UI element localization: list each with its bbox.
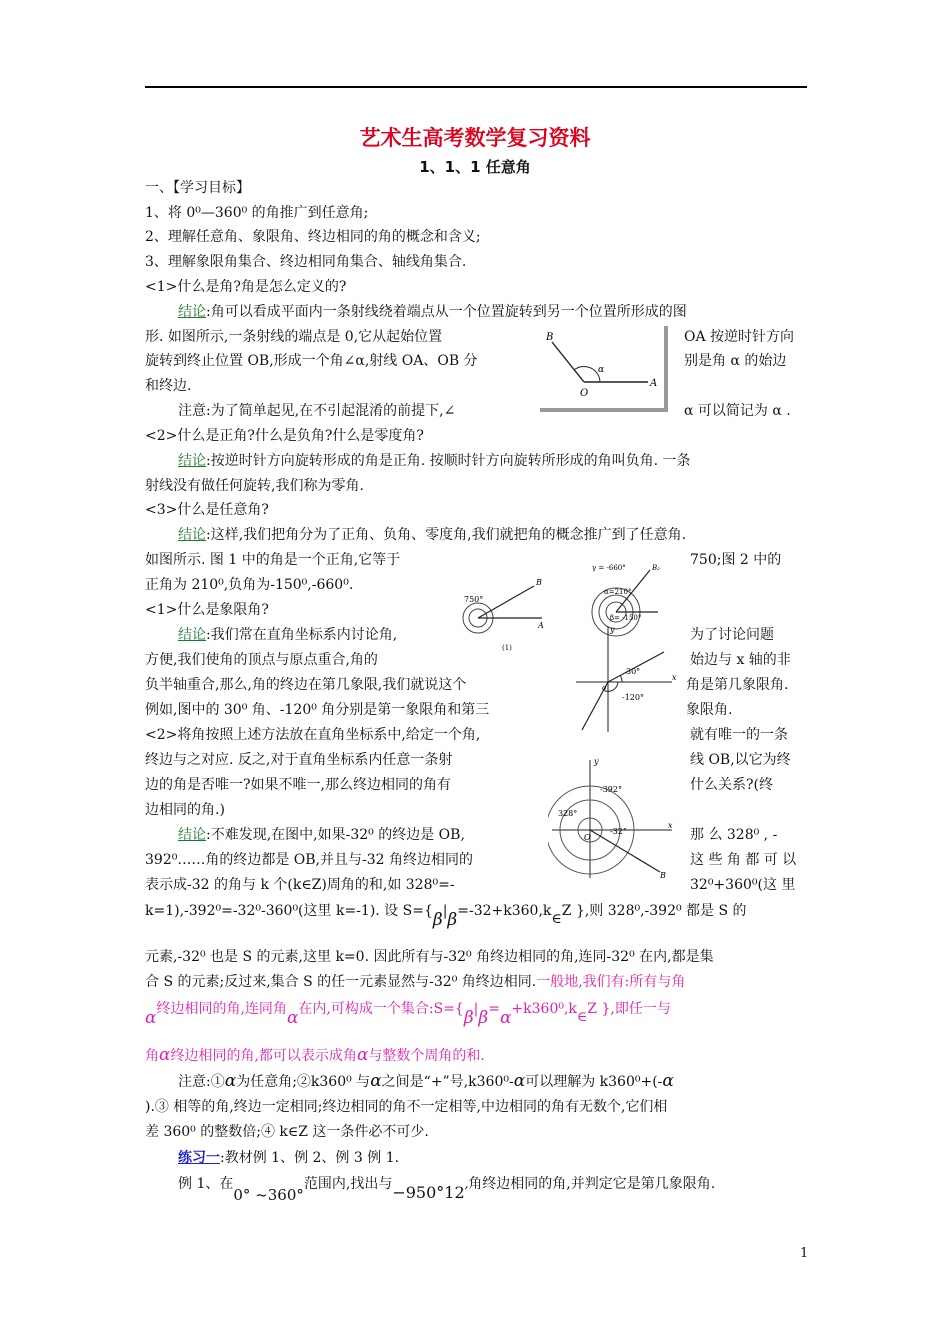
text: 角 — [145, 1048, 159, 1064]
text: 那 么 328⁰ , - — [690, 827, 778, 843]
text: 负半轴重合,那么,角的终边在第几象限,我们就说这个 — [145, 677, 467, 693]
conclusion-label: 结论 — [178, 627, 206, 643]
text: 750;图 2 中的 — [690, 552, 782, 568]
text: :不难发现,在图中,如果-32⁰ 的终边是 OB, — [206, 827, 465, 843]
label-328: 328° — [558, 809, 578, 818]
text: 之间是“+”号,k360⁰- — [381, 1074, 514, 1090]
text: 始边与 x 轴的非 — [690, 652, 791, 668]
text: ).③ 相等的角,终边一定相同;终边相同的角不一定相等,中边相同的角有无数个,它们相 — [145, 1099, 668, 1115]
practice-line — [178, 1148, 399, 1168]
alpha-symbol: α — [356, 1045, 369, 1065]
label-minus-392: -392° — [600, 785, 622, 794]
label-750: 750° — [464, 595, 484, 604]
label-minus-32: -32° — [610, 827, 627, 836]
text: 例如,图中的 30⁰ 角、-120⁰ 角分别是第一象限角和第三 — [145, 702, 490, 718]
label-A: A — [650, 378, 658, 389]
text: 可以理解为 k360⁰+(- — [525, 1074, 663, 1090]
label-beta-150: β= -150° — [610, 614, 642, 622]
text: 范围内,找出与 — [303, 1176, 393, 1192]
alpha-symbol: α — [145, 1008, 157, 1028]
axis-y: y — [610, 625, 615, 634]
text: 就有唯一的一条 — [690, 727, 788, 743]
text: :我们常在直角坐标系内讨论角, — [206, 627, 398, 643]
page-title: 艺术生高考数学复习资料 — [359, 126, 591, 150]
text: 元素,-32⁰ 也是 S 的元素,这里 k=0. 因此所有与-32⁰ 角终边相同的角,连同-32⁰ 在内,都是集 — [145, 949, 714, 965]
text: 例 1、在 — [178, 1176, 234, 1192]
label-alpha-210: α=210° — [604, 588, 632, 596]
conclusion-label: 结论 — [178, 453, 206, 469]
highlight-text: 一般地,我们有:所有与角 — [536, 974, 686, 990]
text: :角可以看成平面内一条射线绕着端点从一个位置旋转到另一个位置所形成的图 — [206, 304, 687, 320]
practice-label: 练习一 — [178, 1150, 220, 1166]
text: 角终边相同的角,并判定它是第几象限角. — [468, 1176, 716, 1192]
origin-label: O — [584, 833, 591, 842]
text: 线 OB,以它为终 — [690, 752, 791, 768]
conclusion-label: 结论 — [178, 827, 206, 843]
paragraph — [178, 451, 691, 471]
text: :教材例 1、例 2、例 3 例 1. — [220, 1150, 400, 1166]
text: k=1),-392⁰=-32⁰-360⁰(这里 k=-1). 设 S={ — [145, 903, 433, 919]
label-B: B — [536, 578, 542, 587]
label-B2: B₂ — [652, 564, 660, 572]
text: <2>将角按照上述方法放在直角坐标系中,给定一个角, — [145, 727, 481, 743]
label-B: B — [546, 332, 554, 343]
goals-header: 一、【学习目标】 — [145, 180, 250, 196]
text: 差 360⁰ 的整数倍;④ k∈Z 这一条件必不可少. — [145, 1124, 429, 1140]
text: 象限角. — [686, 702, 733, 718]
conclusion-label: 结论 — [178, 527, 206, 543]
label-minus-120: -120° — [622, 693, 644, 702]
text: 这 些 角 都 可 以 — [690, 852, 797, 868]
highlight-line — [145, 1045, 485, 1066]
text: = — [488, 1001, 500, 1017]
paragraph — [145, 972, 685, 992]
origin-label: o — [602, 684, 607, 692]
goal-item: 1、将 0⁰—360⁰ 的角推广到任意角; — [145, 205, 369, 221]
note-line — [178, 1071, 674, 1092]
text: 别是角 α 的始边 — [684, 353, 787, 369]
text: :按逆时针方向旋转形成的角是正角. 按顺时针方向旋转所形成的角叫负角. 一条 — [206, 453, 691, 469]
text: 注意:① — [178, 1074, 225, 1090]
text: 如图所示. 图 1 中的角是一个正角,它等于 — [145, 552, 401, 568]
text: 392⁰……角的终边都是 OB,并且与-32 角终边相同的 — [145, 852, 473, 868]
figure-angle-definition — [540, 326, 670, 414]
text: ∈ — [551, 911, 562, 927]
axis-x: x — [672, 673, 677, 682]
alpha-symbol: α — [513, 1071, 526, 1091]
text: 方便,我们使角的顶点与原点重合,角的 — [145, 652, 378, 668]
text: 终边相同的角,都可以表示成角 — [170, 1048, 357, 1064]
goal-item: 2、理解任意角、象限角、终边相同的角的概念和含义; — [145, 229, 481, 245]
text: 正角为 210⁰,负角为-150⁰,-660⁰. — [145, 577, 354, 593]
text: 与整数个周角的和. — [368, 1048, 485, 1064]
text: | — [442, 903, 448, 919]
text: Z },则 328⁰,-392⁰ 都是 S 的 — [561, 903, 747, 919]
figure-caption: (1) — [502, 644, 512, 652]
text: ∈ — [576, 1009, 588, 1025]
highlight-line — [145, 998, 671, 1028]
math-range: 0° ~360° — [233, 1186, 304, 1204]
paragraph — [178, 525, 686, 545]
label-alpha: α — [598, 365, 605, 375]
section-title: 1、1、1 任意角 — [419, 158, 531, 176]
text: =-32+k360,k — [457, 903, 552, 919]
paragraph — [178, 302, 687, 322]
text: 边相同的角.) — [145, 802, 225, 818]
label-B: B — [660, 871, 666, 880]
text: +k360⁰,k — [511, 1001, 577, 1017]
text: 合 S 的元素;反过来,集合 S 的任一元素显然与-32⁰ 角终边相同. — [145, 974, 537, 990]
text: 为了讨论问题 — [690, 627, 774, 643]
alpha-symbol: α — [370, 1071, 382, 1091]
text: 角是第几象限角. — [686, 677, 789, 693]
label-A: A — [538, 621, 544, 630]
beta-symbol: β — [478, 1008, 489, 1028]
text: Z },即任一与 — [587, 1001, 671, 1017]
goal-item: 3、理解象限角集合、终边相同角集合、轴线角集合. — [145, 254, 467, 270]
alpha-symbol: α — [286, 1008, 299, 1028]
alpha-symbol: α — [159, 1045, 171, 1065]
text: 边的角是否唯一?如果不唯一,那么终边相同的角有 — [145, 777, 451, 793]
alpha-symbol: α — [662, 1071, 674, 1091]
alpha-symbol: α — [224, 1071, 237, 1091]
text: 形. 如图所示,一条射线的端点是 0,它从起始位置 — [145, 329, 443, 345]
text: α 可以简记为 α . — [684, 403, 791, 419]
axis-y: y — [594, 757, 599, 766]
label-O: O — [580, 388, 589, 399]
text: 为任意角;②k360⁰ 与 — [236, 1074, 371, 1090]
text: | — [473, 1001, 479, 1017]
conclusion-label: 结论 — [178, 304, 206, 320]
alpha-symbol: α — [499, 1008, 512, 1028]
text: OA 按逆时针方向 — [684, 329, 795, 345]
question: <1>什么是角?角是怎么定义的? — [145, 279, 347, 295]
paragraph — [178, 825, 465, 845]
question: <1>什么是象限角? — [145, 602, 269, 618]
text: 注意:为了简单起见,在不引起混淆的前提下,∠ — [178, 403, 456, 419]
question: <2>什么是正角?什么是负角?什么是零度角? — [145, 428, 424, 444]
label-30: 30° — [626, 667, 641, 676]
set-definition-line — [145, 900, 747, 930]
text: 什么关系?(终 — [690, 777, 773, 793]
beta-symbol: β — [432, 910, 443, 930]
figure-coterminal-angles — [548, 754, 678, 882]
question: <3>什么是任意角? — [145, 502, 269, 518]
text: :这样,我们把角分为了正角、负角、零度角,我们就把角的概念推广到了任意角. — [206, 527, 687, 543]
label-gamma: γ = -660° — [592, 564, 626, 572]
text: 在内,可构成一个集合:S={ — [298, 1001, 464, 1017]
figure-quadrant-angles — [572, 620, 682, 740]
text: 终边相同的角,连同角 — [156, 1001, 287, 1017]
header-rule — [145, 86, 807, 88]
beta-symbol: β — [463, 1008, 474, 1028]
example-line — [178, 1173, 716, 1204]
text: 和终边. — [145, 378, 192, 394]
text: 表示成-32 的角与 k 个(k∈Z)周角的和,如 328⁰=- — [145, 877, 455, 893]
axis-x: x — [668, 821, 673, 830]
beta-symbol: β — [447, 910, 458, 930]
text: 32⁰+360⁰(这 里 — [690, 877, 796, 893]
text: 旋转到终止位置 OB,形成一个角∠α,射线 OA、OB 分 — [145, 353, 478, 369]
math-angle: −950°12′ — [392, 1183, 469, 1202]
page-number: 1 — [800, 1246, 809, 1261]
text: 终边与之对应. 反之,对于直角坐标系内任意一条射 — [145, 752, 453, 768]
paragraph — [178, 625, 397, 645]
text: 射线没有做任何旋转,我们称为零角. — [145, 478, 364, 494]
